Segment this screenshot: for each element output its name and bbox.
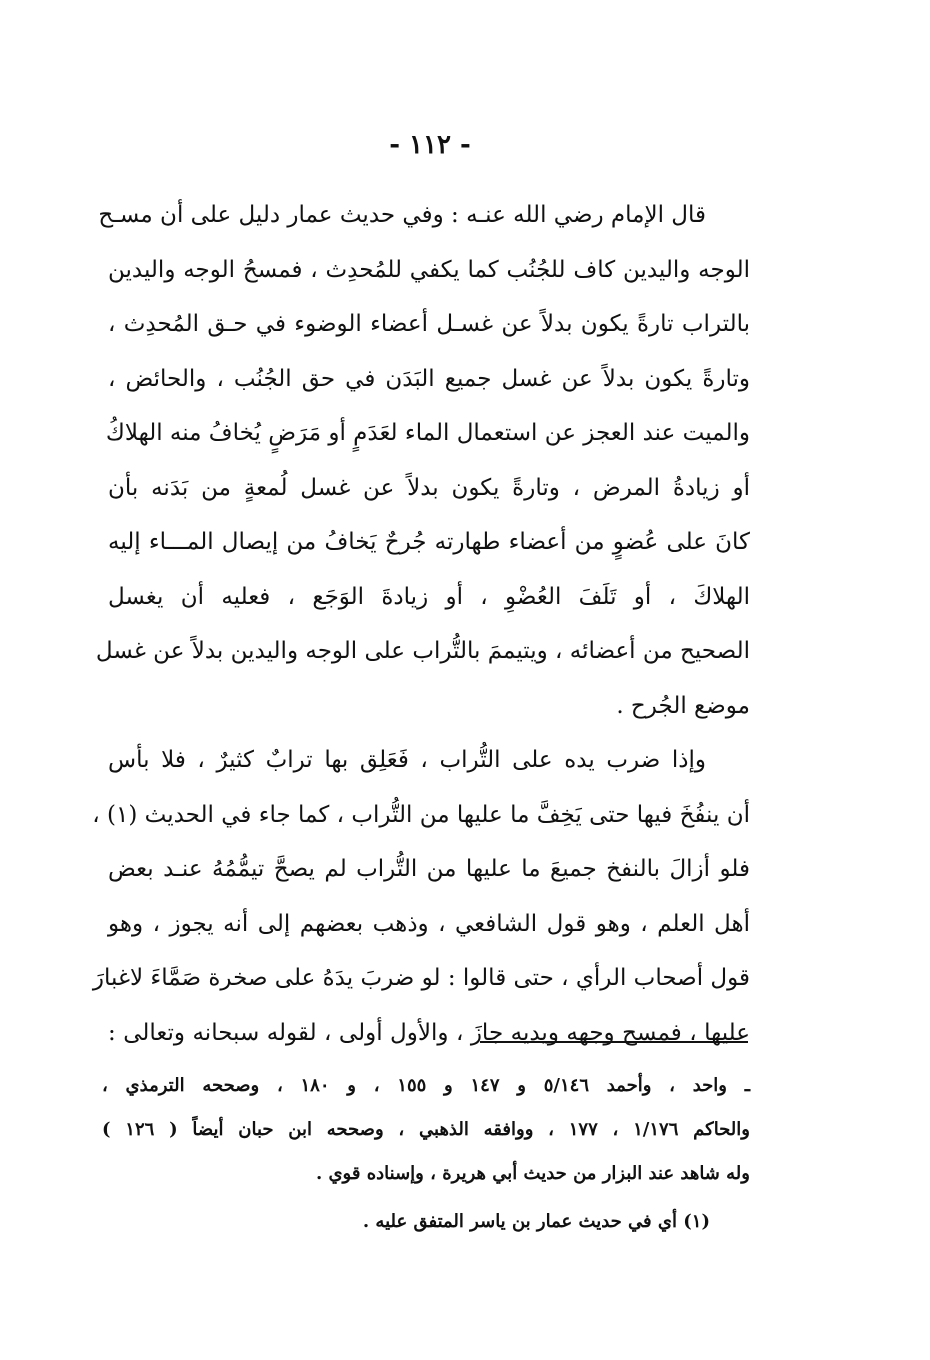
footnotes	[102, 1064, 750, 1244]
text-line: الصحيح من أعضائه ، ويتيممَ بالتُّراب على الوجه واليدين بدلاً عن غسل	[95, 638, 750, 664]
footnote-line: وله شاهد عند البزار من حديث أبي هريرة ، وإسناده قوي .	[315, 1163, 750, 1184]
text-line: الوجه واليدين كاف للجُنُب كما يكفي للمُحدِث ، فمسحُ الوجه واليدين	[108, 256, 750, 283]
paragraph-2	[92, 733, 750, 1060]
footnote-divider	[480, 1041, 748, 1043]
text-line: الهلاكَ ، أو تَلَفَ العُضْوِ ، أو زيادةَ الوَجَع ، فعليه أن يغسل	[108, 583, 750, 610]
text-line: عليها ، فمسح وجهه ويديه جازَ ، والأول أولى ، لقوله سبحانه وتعالى :	[108, 1019, 750, 1046]
page-number: - ١١٢ -	[389, 130, 471, 160]
text-line: وتارةً يكون بدلاً عن غسل جميع البَدَن في حق الجُنُب ، والحائض ،	[108, 365, 750, 392]
text-line: قال الإمام رضي الله عنـه : وفي حديث عمار دليل على أن مسـح	[98, 202, 706, 228]
main-text	[92, 188, 750, 1060]
footnote-1: (١) أي في حديث عمار بن ياسر المتفق عليه .	[362, 1211, 710, 1232]
text-line: والميت عند العجز عن استعمال الماء لعَدَمٍ أو مَرَضٍ يُخافُ منه الهلاكُ	[105, 420, 750, 446]
text-line: أن ينفُخَ فيها حتى يَخِفَّ ما عليها من التُّراب ، كما جاء في الحديث (١) ،	[92, 801, 750, 828]
text-line: أو زيادةُ المرض ، وتارةً يكون بدلاً عن غسل لُمعةٍ من بَدَنه بأن	[108, 474, 750, 501]
text-line: فلو أزالَ بالنفخ جميعَ ما عليها من التُّراب لم يصحَّ تيمُّمُهُ عنـد بعض	[108, 856, 750, 882]
text-line: موضع الجُرح .	[616, 692, 750, 719]
text-line: أهل العلم ، وهو قول الشافعي ، وذهب بعضهم إلى أنه يجوز ، وهو	[108, 910, 750, 937]
paragraph-1	[95, 188, 750, 733]
text-line: بالتراب تارةً يكون بدلاً عن غسـل أعضاء الوضوء في حـق المُحدِث ،	[108, 311, 750, 337]
footnote-line: ـ واحد ، وأحمد ٥/١٤٦ و ١٤٧ و ١٥٥ ، و ١٨٠ ، وصححه الترمذي ،	[102, 1075, 751, 1096]
text-line: كانَ على عُضوٍ من أعضاء طهارته جُرحٌ يَخافُ من إيصال المـــاء إليه	[108, 529, 750, 555]
text-line: قول أصحاب الرأي ، حتى قالوا : لو ضربَ يدَهُ على صخرة صَمَّاءَ لاغبارَ	[92, 965, 750, 991]
footnote-line: والحاكم ١/١٧٦ ، ١٧٧ ، ووافقه الذهبي ، وصححه ابن حبان أيضاً ( ١٢٦ )	[102, 1119, 750, 1140]
text-line: وإذا ضرب يده على التُّراب ، فَعَلِق بها ترابٌ كثيرٌ ، فلا بأس	[108, 747, 706, 773]
